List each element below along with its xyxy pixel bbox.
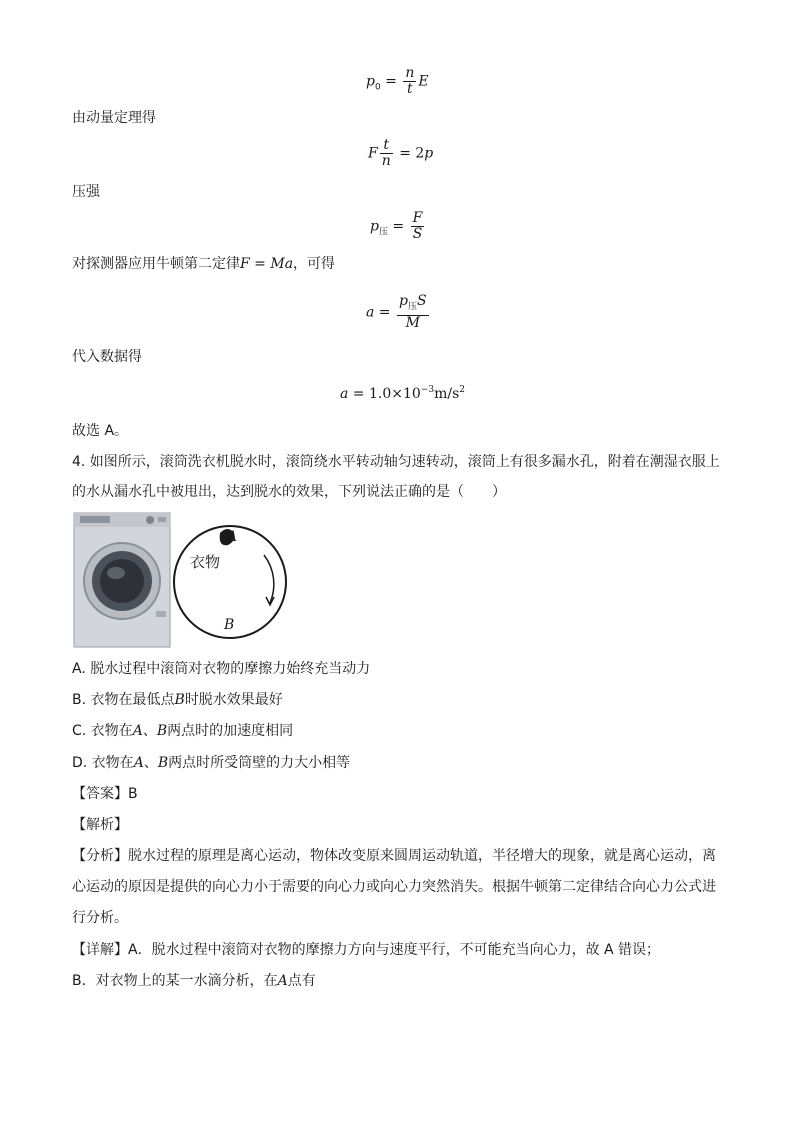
fenxi-label: 【分析】 (72, 848, 128, 864)
fenxi-line3: 行分析。 (72, 910, 128, 926)
momentum-theorem-text: 由动量定理得 (72, 110, 156, 126)
question-4-line1: 4. 如图所示，滚筒洗衣机脱水时，滚筒绕水平转动轴匀速转动，滚筒上有很多漏水孔，附着在潮湿衣服上 (72, 454, 720, 470)
equation-pressure: $p_压$ = $\frac{F}{S}$ (370, 210, 423, 242)
fenxi-line2: 心运动的原因是提供的向心力小于需要的向心力或向心力突然消失。根据牛顿第二定律结合向心力公式进 (72, 879, 716, 895)
substitute-text: 代入数据得 (72, 349, 142, 365)
option-d: D. 衣物在A、B两点时所受筒壁的力大小相等 (72, 755, 351, 771)
equation-p0: $p_0$ = $\frac{n}{t}$ E (366, 65, 429, 97)
choose-answer-text: 故选 A。 (72, 423, 129, 439)
xiangjie-label: 【详解】 (72, 942, 128, 958)
newton-law-text: 对探测器应用牛顿第二定律F = Ma，可得 (72, 256, 336, 272)
label-point-a: A (227, 529, 238, 545)
option-c: C. 衣物在A、B两点时的加速度相同 (72, 723, 294, 739)
label-clothes: 衣物 (190, 553, 221, 571)
equation-result: $a = 1.0\times 10^{-3}m/s^2$ (340, 385, 466, 402)
fenxi-line1: 【分析】脱水过程的原理是离心运动，物体改变原来圆周运动轨道，半径增大的现象，就是离心运动，离 (72, 848, 716, 864)
xiangjie-line2: B．对衣物上的某一水滴分析，在A点有 (72, 973, 316, 989)
washing-machine-svg (72, 511, 292, 649)
washing-machine-photo (74, 513, 170, 647)
equation-acceleration: a = $\frac{p_压S}{M}$ (366, 293, 427, 331)
pressure-text: 压强 (72, 184, 100, 200)
washing-machine-figure (72, 511, 292, 649)
question-4-line2: 的水从漏水孔中被甩出，达到脱水的效果，下列说法正确的是（ ） (72, 484, 506, 500)
answer-line (72, 784, 138, 804)
xiangjie-line1: 【详解】A．脱水过程中滚筒对衣物的摩擦力方向与速度平行，不可能充当向心力，故 A 错误； (72, 942, 661, 958)
label-point-b: B (224, 617, 235, 633)
answer-value: B (128, 786, 138, 802)
answer-label: 【答案】 (72, 786, 128, 802)
rotation-arrow (264, 555, 274, 603)
jiexi-label: 【解析】 (72, 817, 128, 833)
option-b: B. 衣物在最低点B时脱水效果最好 (72, 692, 283, 708)
equation-momentum: F $\frac{t}{n}$ = 2p (368, 137, 434, 169)
option-a: A. 脱水过程中滚筒对衣物的摩擦力始终充当动力 (72, 661, 371, 677)
